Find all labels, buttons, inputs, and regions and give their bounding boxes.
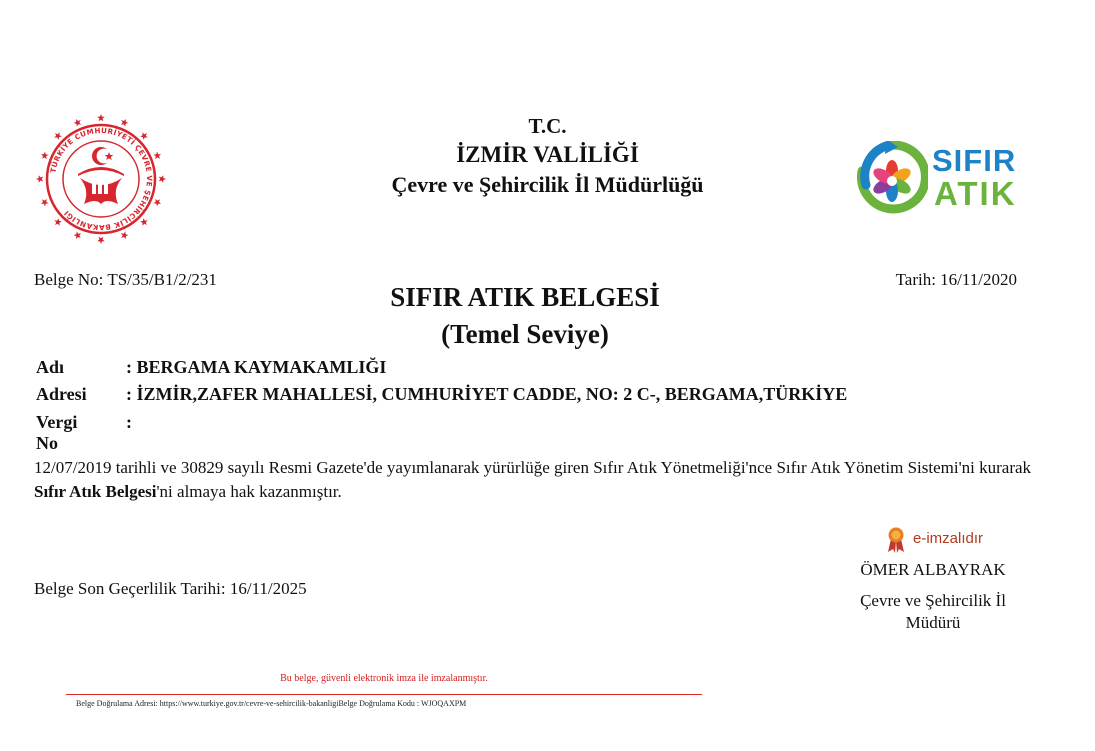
signer-title-line-1: Çevre ve Şehircilik İl <box>860 591 1006 610</box>
validity-date: Belge Son Geçerlilik Tarihi: 16/11/2025 <box>34 579 307 598</box>
signer-name: ÖMER ALBAYRAK <box>860 560 1006 579</box>
field-value-name: : BERGAMA KAYMAKAMLIĞI <box>126 357 387 377</box>
seal-star <box>140 218 148 226</box>
statement-part-2: 'ni almaya hak kazanmıştır. <box>156 482 342 501</box>
seal-star <box>153 199 161 206</box>
header-tc: T.C. <box>528 114 567 138</box>
footer-divider <box>66 694 702 695</box>
seal-star <box>41 199 49 206</box>
field-label-tax-no: Vergi No <box>36 412 78 453</box>
document-date: Tarih: 16/11/2020 <box>895 270 1017 289</box>
footer-signature-note: Bu belge, güvenli elektronik imza ile imzalanmıştır. <box>280 673 488 684</box>
svg-text:TÜRKİYE CUMHURİYETİ ÇEVRE VE Ş: TÜRKİYE CUMHURİYETİ ÇEVRE VE ŞEHİRCİLİK BAKANLIĞI <box>48 125 155 233</box>
document-title: SIFIR ATIK BELGESİ <box>390 282 660 312</box>
statement-bold: Sıfır Atık Belgesi <box>34 482 157 501</box>
logo-word-atik: ATIK <box>934 175 1017 212</box>
document-number: Belge No: TS/35/B1/2/231 <box>34 270 217 289</box>
field-value-address: : İZMİR,ZAFER MAHALLESİ, CUMHURİYET CADDE, NO: 2 C-, BERGAMA,TÜRKİYE <box>126 384 848 404</box>
field-value-tax-no: : <box>126 412 132 432</box>
signer-title <box>830 590 1036 634</box>
document-subtitle: (Temel Seviye) <box>441 319 609 349</box>
seal-star <box>74 231 81 239</box>
sifir-atik-logo <box>856 139 1028 219</box>
field-label-name: Adı <box>36 357 65 377</box>
recycle-flower-icon <box>856 141 928 217</box>
seal-star <box>54 218 62 226</box>
e-signature-label: e-imzalıdır <box>913 530 984 547</box>
certificate-statement <box>34 456 1034 504</box>
field-label-address: Adresi <box>36 384 87 404</box>
seal-star <box>97 237 105 244</box>
ribbon-medal-icon <box>886 527 906 553</box>
header-directorate: Çevre ve Şehircilik İl Müdürlüğü <box>391 172 704 197</box>
footer-verification-info: Belge Doğrulama Adresi: https://www.turkiye.gov.tr/cevre-ve-sehircilik-bakanligiBelge Doğrulama Kodu : WJOQAXPM <box>76 699 467 708</box>
signer-title-line-2: Müdürü <box>905 613 961 632</box>
statement-part-1: 12/07/2019 tarihli ve 30829 sayılı Resmi Gazete'de yayımlanarak yürürlüğe giren Sıfır Atık Yönetmeliği'nce Sıfır Atık Yönetim Sistemi'ni kurarak <box>34 458 1032 477</box>
header-governorship: İZMİR VALİLİĞİ <box>456 142 639 167</box>
logo-word-sifir: SIFIR <box>932 143 1017 178</box>
seal-star <box>121 231 128 239</box>
